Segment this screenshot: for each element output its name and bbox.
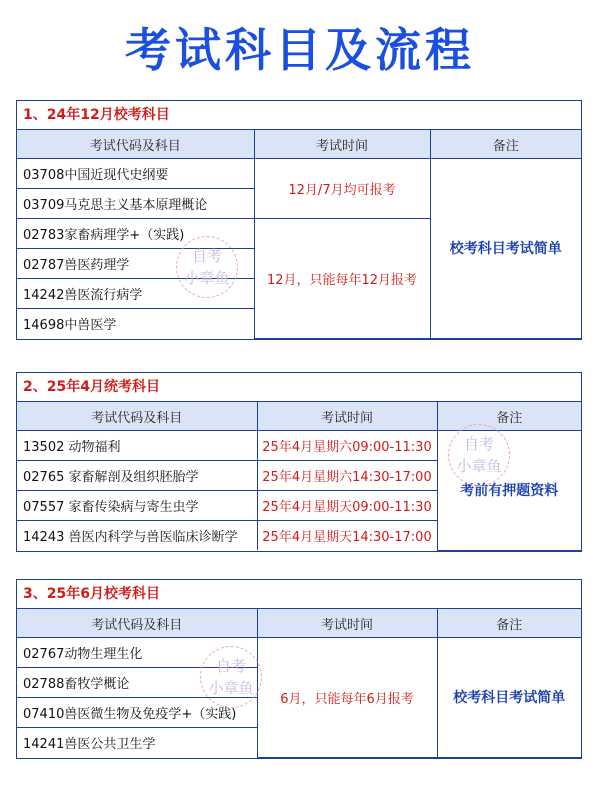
page-title: 考试科目及流程 — [125, 23, 475, 77]
watermark-line: 自考 — [463, 435, 494, 453]
watermark-stamp — [448, 424, 510, 486]
watermark-line: 小章鱼 — [456, 457, 502, 475]
time-cell: 25年4月星期六09:00-11:30 — [257, 431, 437, 461]
subject-cell: 14698中兽医学 — [17, 309, 254, 339]
exam-table — [17, 609, 581, 758]
subject-cell: 02767动物生理生化 — [17, 638, 257, 668]
subject-cell: 02787兽医药理学 — [17, 249, 254, 279]
watermark-stamp — [200, 646, 262, 708]
time-cell: 12月/7月均可报考 — [254, 159, 430, 219]
header-time: 考试时间 — [257, 609, 437, 638]
subject-cell: 02783家畜病理学+（实践) — [17, 219, 254, 249]
header-note: 备注 — [437, 402, 581, 431]
subject-cell: 02788畜牧学概论 — [17, 668, 257, 698]
section-dec-school-exam — [16, 100, 582, 340]
time-cell: 25年4月星期六14:30-17:00 — [257, 461, 437, 491]
watermark-stamp — [176, 236, 238, 298]
header-subject: 考试代码及科目 — [17, 402, 257, 431]
time-cell: 6月，只能每年6月报考 — [257, 638, 437, 758]
time-cell: 25年4月星期天09:00-11:30 — [257, 491, 437, 521]
watermark-line: 自考 — [191, 247, 222, 265]
subject-cell: 03708中国近现代史纲要 — [17, 159, 254, 189]
header-subject: 考试代码及科目 — [17, 130, 254, 159]
section-heading: 1、24年12月校考科目 — [17, 101, 581, 130]
exam-table — [17, 130, 581, 339]
header-time: 考试时间 — [254, 130, 430, 159]
header-time: 考试时间 — [257, 402, 437, 431]
header-subject: 考试代码及科目 — [17, 609, 257, 638]
note-cell: 校考科目考试简单 — [437, 638, 581, 758]
subject-cell: 07410兽医微生物及免疫学+（实践) — [17, 698, 257, 728]
note-cell: 校考科目考试简单 — [430, 159, 581, 339]
subject-cell: 07557 家畜传染病与寄生虫学 — [17, 491, 257, 521]
note-cell: 考前有押题资料 — [437, 431, 581, 551]
subject-cell: 03709马克思主义基本原理概论 — [17, 189, 254, 219]
watermark-line: 小章鱼 — [208, 679, 254, 697]
section-heading: 3、25年6月校考科目 — [17, 580, 581, 609]
subject-cell: 02765 家畜解剖及组织胚胎学 — [17, 461, 257, 491]
watermark-line: 自考 — [215, 657, 246, 675]
time-cell: 12月，只能每年12月报考 — [254, 219, 430, 339]
subject-cell: 13502 动物福利 — [17, 431, 257, 461]
header-note: 备注 — [430, 130, 581, 159]
header-note: 备注 — [437, 609, 581, 638]
subject-cell: 14242兽医流行病学 — [17, 279, 254, 309]
watermark-line: 小章鱼 — [184, 269, 230, 287]
time-cell: 25年4月星期天14:30-17:00 — [257, 521, 437, 551]
subject-cell: 14241兽医公共卫生学 — [17, 728, 257, 758]
subject-cell: 14243 兽医内科学与兽医临床诊断学 — [17, 521, 257, 551]
section-jun-school-exam — [16, 579, 582, 759]
section-heading: 2、25年4月统考科目 — [17, 373, 581, 402]
